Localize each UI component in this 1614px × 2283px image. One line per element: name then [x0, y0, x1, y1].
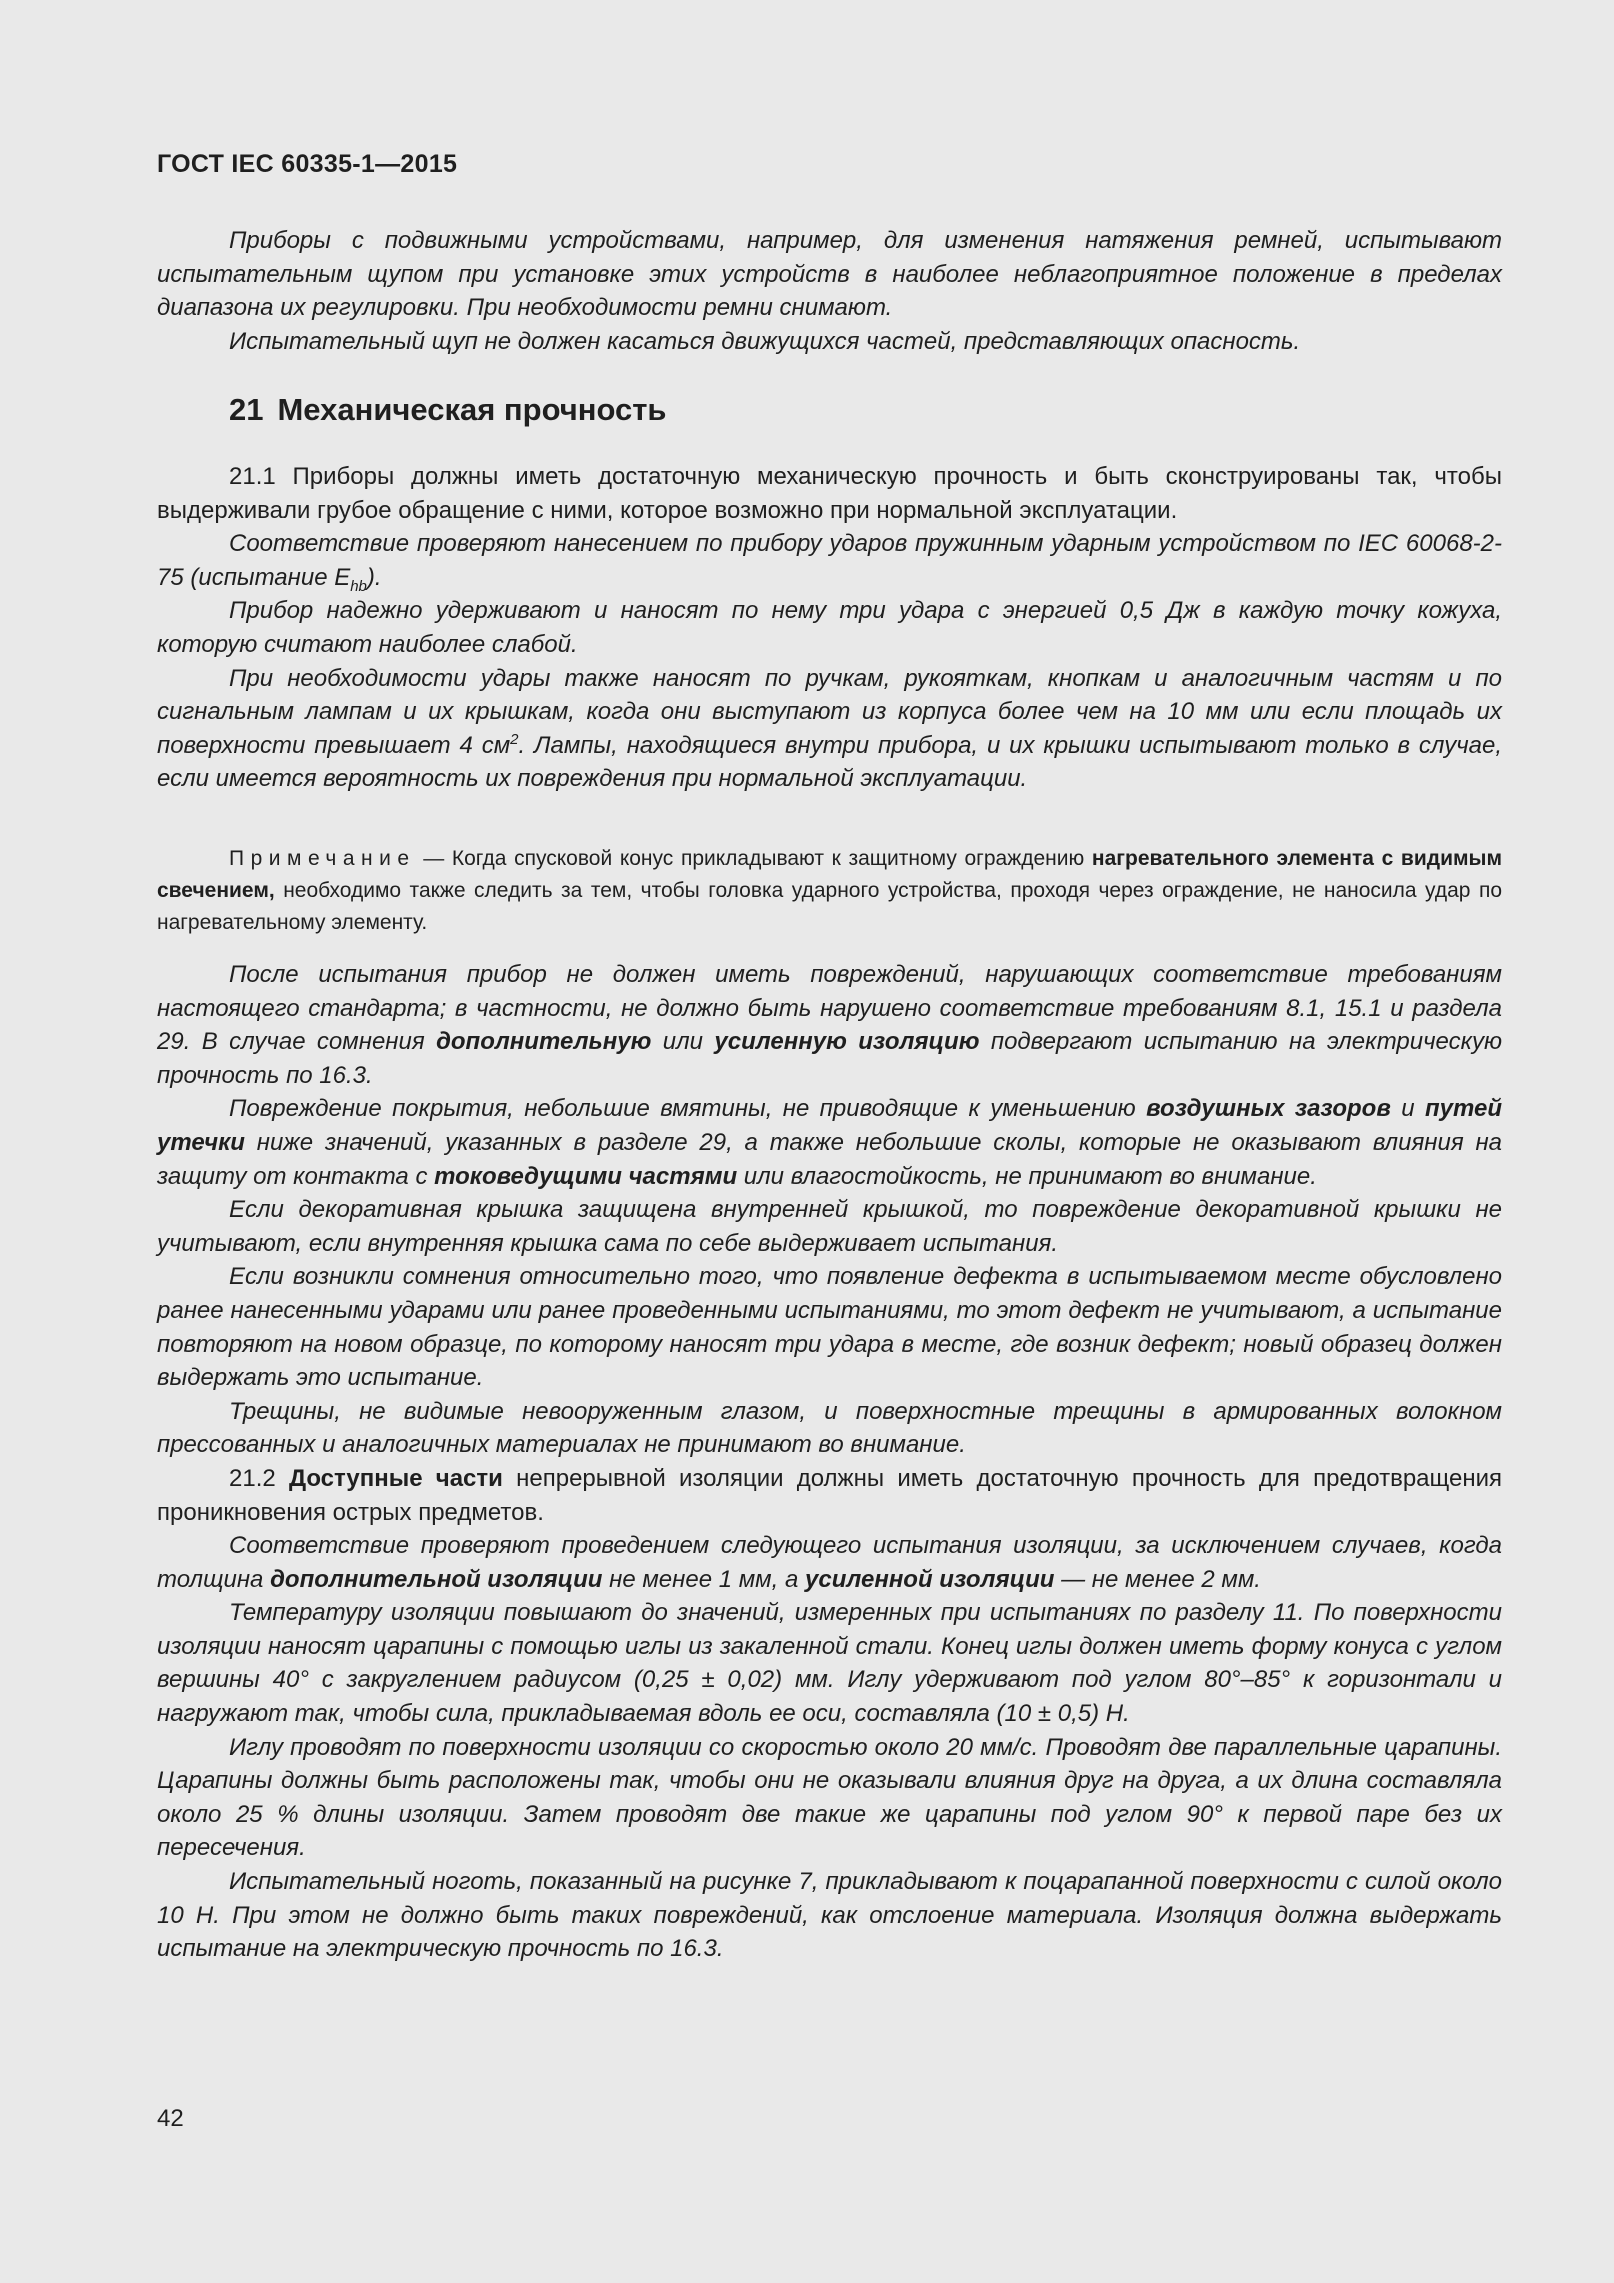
standard-code-header: ГОСТ IEC 60335-1—2015 — [157, 150, 458, 178]
section-number: 21 — [229, 392, 264, 427]
test-paragraph: Если декоративная крышка защищена внутренней крышкой, то повреждение декоративной крышки не учитывают, если внутренняя крышка сама по себе выдерживает испытания. — [157, 1196, 1502, 1257]
intro-block — [157, 224, 1502, 358]
intro-paragraph: Испытательный щуп не должен касаться движущихся частей, представляющих опасность. — [229, 327, 1301, 355]
page-number: 42 — [157, 2105, 184, 2132]
after-test-block — [157, 958, 1502, 1966]
compliance-paragraph: Соответствие проверяют проведением следующего испытания изоляции, за исключением случаев, когда толщина дополнительной изоляции не менее 1 мм, а усиленной изоляции — не менее 2 мм. — [157, 1532, 1502, 1593]
note-paragraph: Примечание — Когда спусковой конус прикладывают к защитному ограждению нагревательного элемента с видимым свечением, необходимо также следить за тем, чтобы головка ударного устройства, проходя через ограждение, не наносила удар по нагревательному элементу. — [157, 847, 1502, 934]
test-paragraph: При необходимости удары также наносят по ручкам, рукояткам, кнопкам и аналогичным частям и по сигнальным лампам и их крышкам, когда они выступают из корпуса более чем на 10 мм или если площадь их поверхности превышает 4 $см^2$. Лампы, находящиеся внутри прибора, и их крышки испытывают только в случае, если имеется вероятность их повреждения при нормальной эксплуатации. — [157, 664, 1502, 793]
test-paragraph: Повреждение покрытия, небольшие вмятины, не приводящие к уменьшению воздушных зазоров и путей утечки ниже значений, указанных в разделе 29, а также небольшие сколы, которые не оказывают влияния на защиту от контакта с токоведущими частями или влагостойкость, не принимают во внимание. — [157, 1095, 1502, 1190]
test-paragraph: После испытания прибор не должен иметь повреждений, нарушающих соответствие требованиям настоящего стандарта; в частности, не должно быть нарушено соответствие требованиям 8.1, 15.1 и раздела 29. В случае сомнения дополнительную или усиленную изоляцию подвергают испытанию на электрическую прочность по 16.3. — [157, 961, 1503, 1089]
clause-21-1 — [157, 460, 1502, 796]
test-paragraph: Испытательный ноготь, показанный на рисунке 7, прикладывают к поцарапанной поверхности с силой около 10 Н. При этом не должно быть таких повреждений, как отслоение материала. Изоляция должна выдержать испытание на электрическую прочность по 16.3. — [157, 1868, 1502, 1963]
section-title — [229, 392, 666, 428]
test-paragraph: Иглу проводят по поверхности изоляции со скоростью около 20 мм/с. Проводят две параллельные царапины. Царапины должны быть расположены так, чтобы они не оказывали влияния друг на друга, а их длина составляла около 25 % длины изоляции. Затем проводят две такие же царапины под углом 90° к первой паре без их пересечения. — [157, 1733, 1502, 1862]
note-block — [157, 843, 1502, 939]
test-paragraph: Температуру изоляции повышают до значений, измеренных при испытаниях по разделу 11. По поверхности изоляции наносят царапины с помощью иглы из закаленной стали. Конец иглы должен иметь форму конуса с углом вершины 40° с закруглением радиусом (0,25 ± 0,02) мм. Иглу удерживают под углом 80°–85° к горизонтали и нагружают так, чтобы сила, прикладываемая вдоль ее оси, составляла (10 ± 0,5) Н. — [157, 1599, 1502, 1728]
compliance-paragraph: Соответствие проверяют нанесением по прибору ударов пружинным ударным устройством по IEC 60068-2-75 (испытание $E_{hb}$). — [157, 530, 1502, 595]
note-label: Примечание — [229, 847, 416, 870]
test-paragraph: Прибор надежно удерживают и наносят по нему три удара с энергией 0,5 Дж в каждую точку кожуха, которую считают наиболее слабой. — [157, 597, 1502, 658]
test-paragraph: Если возникли сомнения относительно того, что появление дефекта в испытываемом месте обусловлено ранее нанесенными ударами или ранее проведенными испытаниями, то этот дефект не учитывают, а испытание повторяют на новом образце, по которому наносят три удара в месте, где возник дефект; новый образец должен выдержать это испытание. — [157, 1263, 1502, 1392]
section-title-text: Механическая прочность — [277, 392, 667, 427]
intro-paragraph: Приборы с подвижными устройствами, например, для изменения натяжения ремней, испытывают испытательным щупом при установке этих устройств в наиболее неблагоприятное положение в пределах диапазона их регулировки. При необходимости ремни снимают. — [157, 227, 1502, 322]
clause-paragraph: 21.2 Доступные части непрерывной изоляции должны иметь достаточную прочность для предотвращения проникновения острых предметов. — [157, 1464, 1502, 1526]
test-paragraph: Трещины, не видимые невооруженным глазом, и поверхностные трещины в армированных волокном прессованных и аналогичных материалах не принимают во внимание. — [157, 1397, 1502, 1459]
clause-paragraph: 21.1 Приборы должны иметь достаточную механическую прочность и быть сконструированы так, чтобы выдерживали грубое обращение с ними, которое возможно при нормальной эксплуатации. — [157, 463, 1502, 524]
